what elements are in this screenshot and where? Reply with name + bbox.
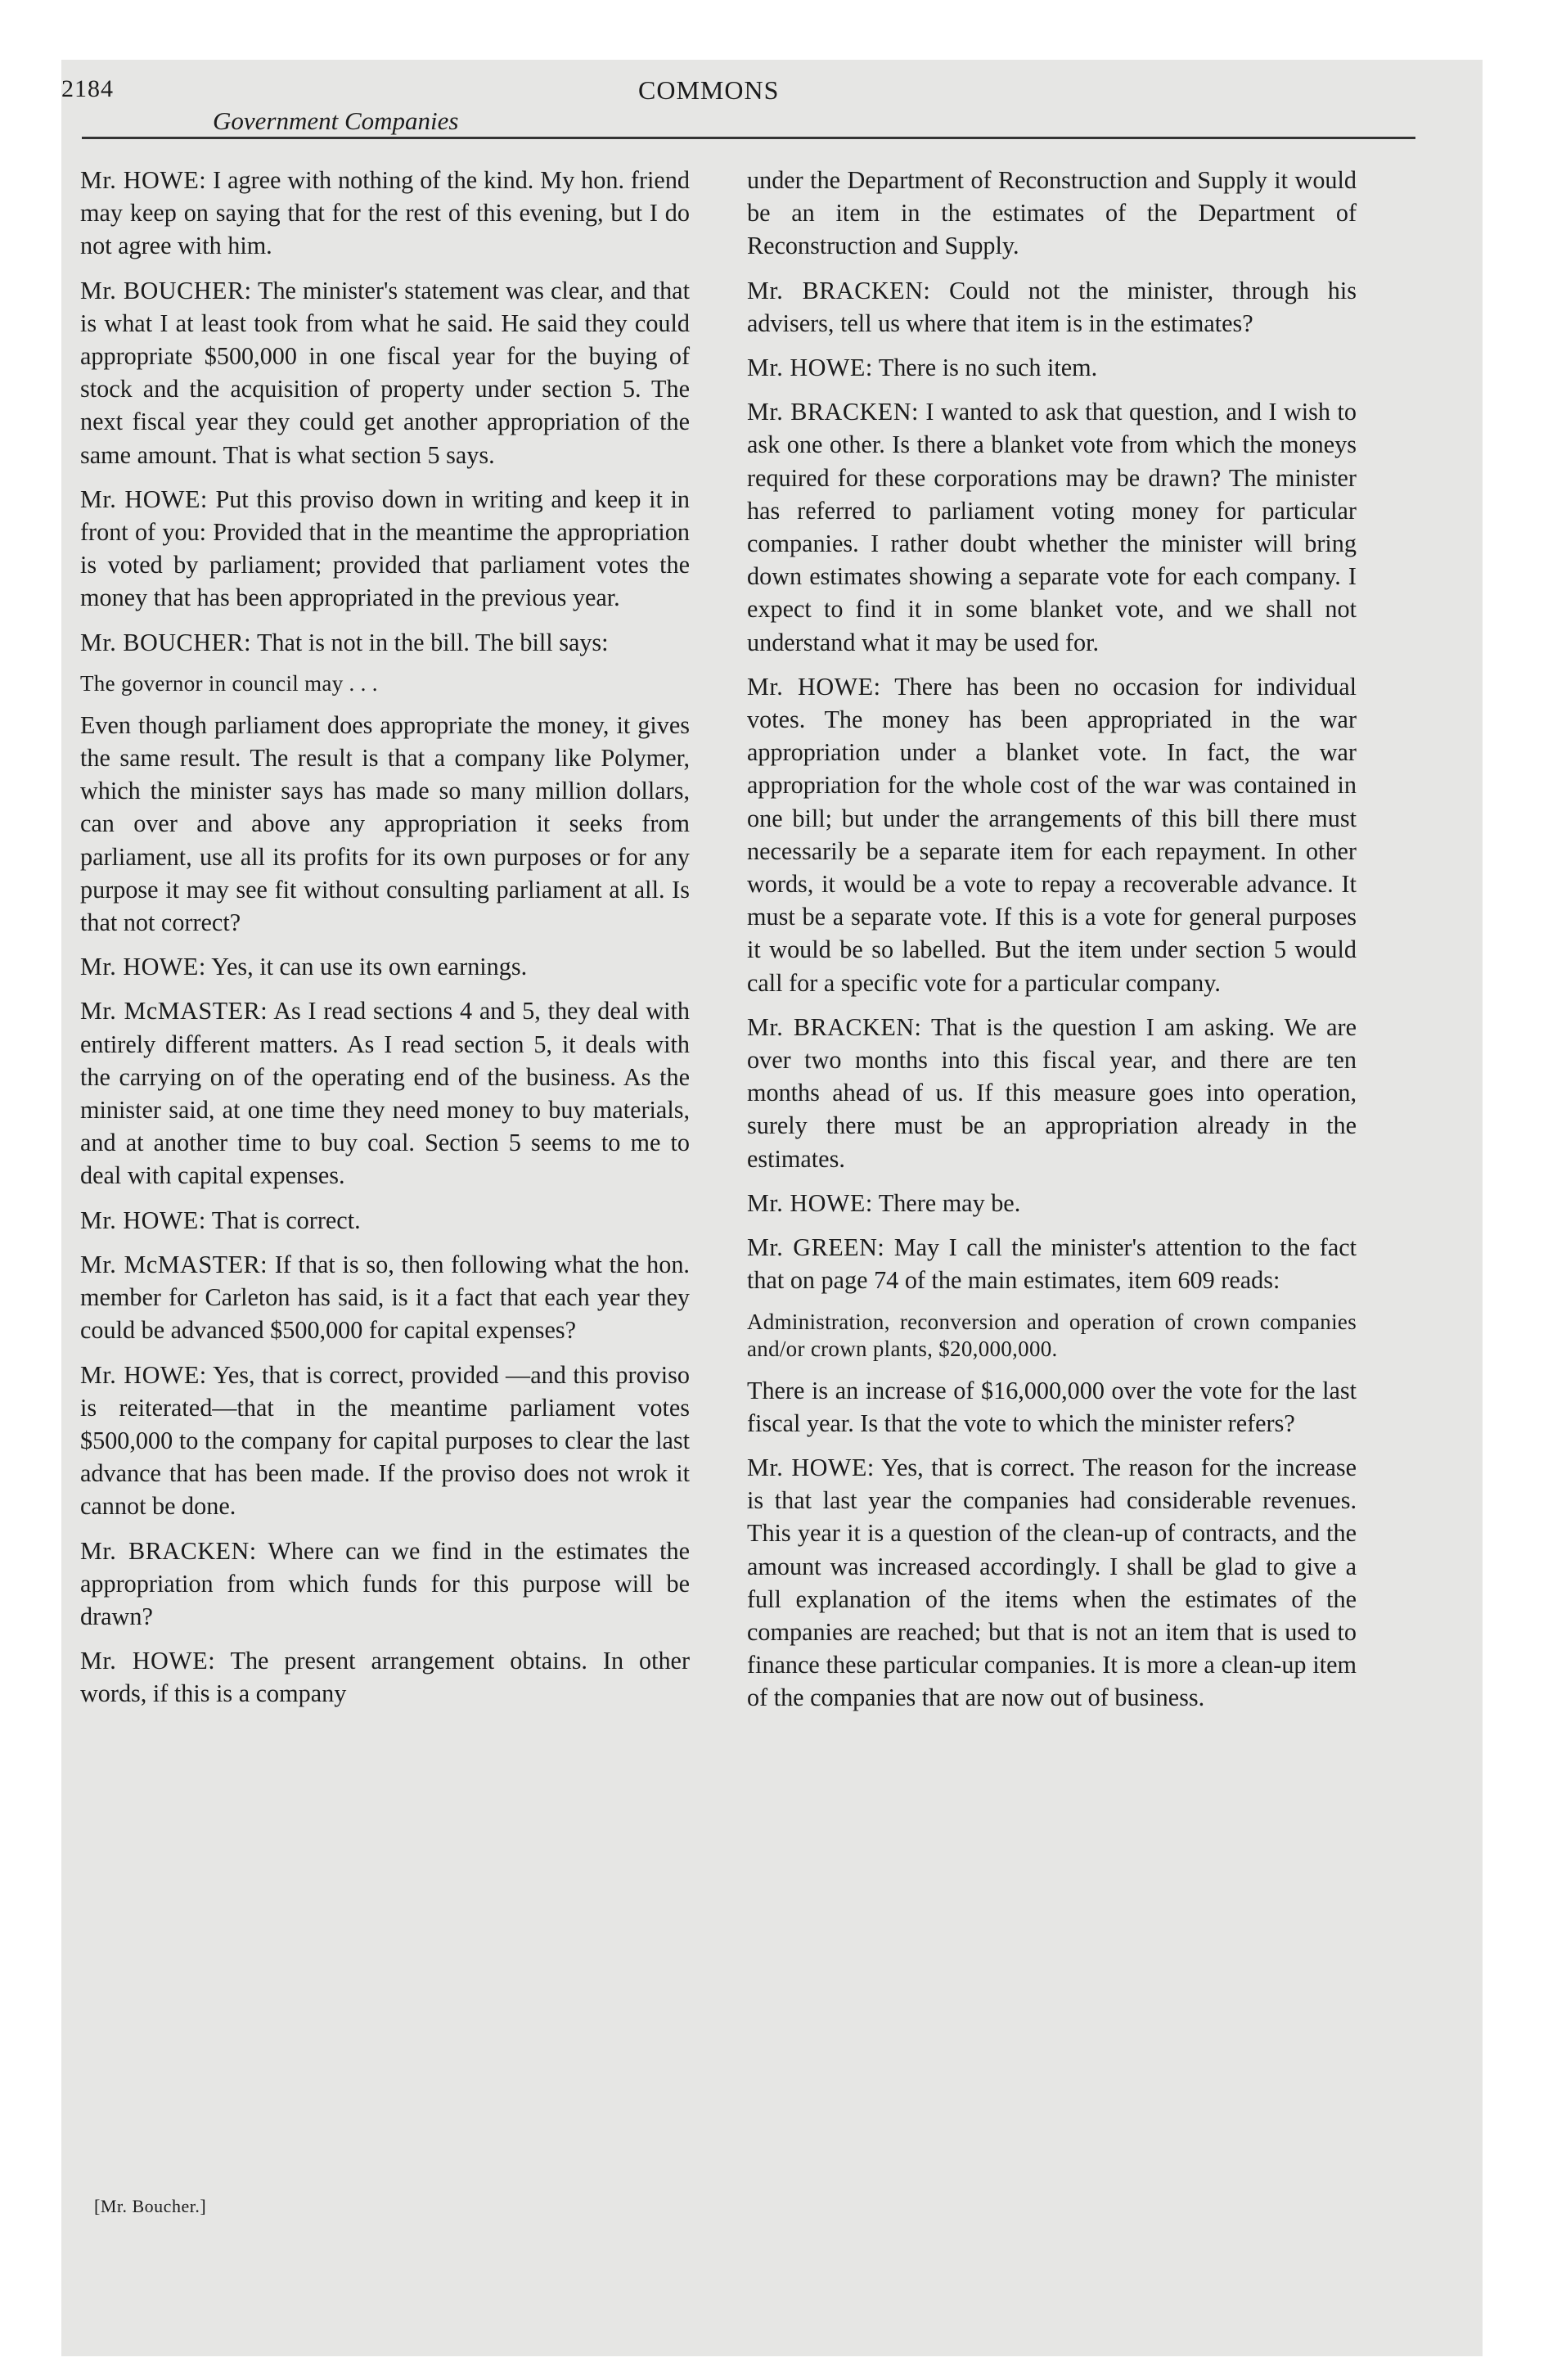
speaker-name: Mr. HOWE: bbox=[80, 1206, 206, 1234]
paragraph-text: There is an increase of $16,000,000 over the vote for the last fiscal year. Is that the vote to which the minister refers? bbox=[747, 1376, 1357, 1437]
footer-speaker-tag: [Mr. Boucher.] bbox=[94, 2196, 207, 2216]
speech-paragraph bbox=[80, 994, 690, 1192]
paragraph-text: Put this proviso down in writing and keep it in front of you: Provided that in the meantime the appropriation is voted by parliament; provided that parliament votes the money that has been appropriated in the previous year. bbox=[80, 485, 690, 612]
section-subtitle: Government Companies bbox=[213, 106, 459, 135]
speaker-name: Mr. BOUCHER: bbox=[80, 628, 251, 656]
paragraph-text: That is not in the bill. The bill says: bbox=[256, 628, 609, 656]
speech-paragraph bbox=[747, 1231, 1357, 1296]
paragraph-text: I agree with nothing of the kind. My hon. friend may keep on saying that for the rest of this evening, but I do not agree with him. bbox=[80, 166, 691, 260]
quoted-text bbox=[747, 1309, 1357, 1363]
quoted-text bbox=[80, 670, 690, 697]
paragraph-text: Yes, that is correct. The reason for the increase is that last year the companies had considerable revenues. This year it is a question of the clean-up of contracts, and the amount was increased accordingly. I shall be glad to give a full explanation of the items when the estimates of the companies are reached; but that is not an item that is used to finance these particular companies. It is more a clean-up item of the companies that are now out of business. bbox=[747, 1453, 1357, 1712]
right-column bbox=[747, 164, 1357, 1726]
speech-paragraph bbox=[80, 1248, 690, 1347]
speech-paragraph bbox=[80, 164, 690, 263]
speech-paragraph bbox=[747, 274, 1357, 340]
paragraph-text: Yes, it can use its own earnings. bbox=[211, 953, 528, 981]
paragraph-text: There has been no occasion for individual votes. The money has been appropriated in the war appropriation under a blanket vote. In fact, the war appropriation for the whole cost of the war was contained in one bill; but under the arrangements of this bill there must necessarily be a separate item for each repayment. In other words, it would be a vote to repay a recoverable advance. It must be a separate vote. If this is a vote for general purposes it would be so labelled. But the item under section 5 would call for a specific vote for a particular company. bbox=[747, 672, 1357, 997]
speaker-name: Mr. HOWE: bbox=[747, 1453, 875, 1481]
speech-paragraph bbox=[80, 483, 690, 615]
speaker-name: Mr. HOWE: bbox=[747, 1188, 873, 1217]
speaker-name: Mr. BRACKEN: bbox=[747, 398, 919, 426]
speaker-name: Mr. HOWE: bbox=[80, 166, 207, 194]
paragraph-text: That is the question I am asking. We are over two months into this fiscal year, and there are ten months ahead of us. If this measure goes into operation, surely there must be an appropriation already in the estimates. bbox=[747, 1012, 1357, 1173]
speaker-name: Mr. BRACKEN: bbox=[80, 1536, 257, 1565]
speech-paragraph bbox=[80, 950, 690, 983]
speaker-name: Mr. HOWE: bbox=[747, 672, 881, 701]
speech-paragraph bbox=[747, 1187, 1357, 1219]
speaker-name: Mr. BRACKEN: bbox=[747, 276, 931, 304]
quote-text: The governor in council may . . . bbox=[80, 670, 378, 696]
speaker-name: Mr. McMASTER: bbox=[80, 997, 268, 1025]
quote-text: Administration, reconversion and operation of crown companies and/or crown plants, $20,000,000. bbox=[747, 1309, 1357, 1361]
speaker-name: Mr. McMASTER: bbox=[80, 1250, 268, 1278]
paragraph-text: Could not the minister, through his advisers, tell us where that item is in the estimates? bbox=[747, 276, 1357, 337]
speaker-name: Mr. HOWE: bbox=[80, 485, 208, 513]
paragraph-text: The present arrangement obtains. In other words, if this is a company bbox=[80, 1647, 690, 1708]
speech-paragraph bbox=[747, 670, 1357, 999]
speaker-name: Mr. BOUCHER: bbox=[80, 276, 252, 304]
paragraph bbox=[80, 709, 690, 939]
left-column bbox=[80, 164, 690, 1722]
paragraph-text: That is correct. bbox=[211, 1206, 361, 1234]
paragraph-text: under the Department of Reconstruction and Supply it would be an item in the estimates of the Department of Reconstruction and Supply. bbox=[747, 166, 1357, 260]
speech-paragraph bbox=[747, 351, 1357, 384]
paragraph-text: There is no such item. bbox=[878, 354, 1098, 382]
paragraph-text: As I read sections 4 and 5, they deal with entirely different matters. As I read section 5, it deals with the carrying on of the operating end of the business. As the minister said, at one time they need money to buy materials, and at another time to buy coal. Section 5 seems to me to deal with capital expenses. bbox=[80, 997, 690, 1190]
speaker-name: Mr. HOWE: bbox=[80, 1647, 216, 1675]
speech-paragraph bbox=[80, 1359, 690, 1523]
paragraph-text: The minister's statement was clear, and that is what I at least took from what he said. He said they could appropriate $500,000 in one fiscal year for the buying of stock and the acquisition of property under section 5. The next fiscal year they could get another appropriation of the same amount. That is what section 5 says. bbox=[80, 276, 690, 469]
speaker-name: Mr. BRACKEN: bbox=[747, 1012, 922, 1041]
paragraph-text: I wanted to ask that question, and I wish to ask one other. Is there a blanket vote from which the moneys required for these corporations may be drawn? The minister has referred to parliament voting money for particular companies. I rather doubt whether the minister will bring down estimates showing a separate vote for each company. I expect to find it in some blanket vote, and we shall not understand what it may be used for. bbox=[747, 398, 1357, 656]
speech-paragraph bbox=[80, 1644, 690, 1710]
speech-paragraph bbox=[747, 395, 1357, 659]
page-number: 2184 bbox=[61, 75, 114, 102]
running-head: COMMONS bbox=[638, 75, 780, 105]
paragraph-text: Even though parliament does appropriate the money, it gives the same result. The result is that a company like Polymer, which the minister says has made so many million dollars, can over and above any appropriation it seeks from parliament, use all its profits for its own purposes or for any purpose it may see fit without consulting parliament at all. Is that not correct? bbox=[80, 710, 690, 937]
speaker-name: Mr. HOWE: bbox=[80, 1360, 207, 1389]
paragraph bbox=[747, 1374, 1357, 1440]
speech-paragraph bbox=[80, 274, 690, 471]
speech-paragraph bbox=[80, 1535, 690, 1634]
speech-paragraph bbox=[80, 626, 690, 659]
paragraph-text: Yes, that is correct, provided —and this proviso is reiterated—that in the meantime parliament votes $500,000 to the company for capital purposes to clear the last advance that has been made. If the proviso does not wrok it cannot be done. bbox=[80, 1360, 690, 1521]
speaker-name: Mr. HOWE: bbox=[747, 354, 873, 382]
paragraph bbox=[747, 164, 1357, 263]
speech-paragraph bbox=[80, 1204, 690, 1237]
paragraph-text: If that is so, then following what the hon. member for Carleton has said, is it a fact that each year they could be advanced $500,000 for capital expenses? bbox=[80, 1250, 690, 1345]
speaker-name: Mr. HOWE: bbox=[80, 953, 206, 981]
paragraph-text: Where can we find in the estimates the appropriation from which funds for this purpose will be drawn? bbox=[80, 1536, 690, 1630]
paragraph-text: May I call the minister's attention to the fact that on page 74 of the main estimates, item 609 reads: bbox=[747, 1233, 1357, 1295]
speech-paragraph bbox=[747, 1451, 1357, 1715]
header-rule bbox=[82, 137, 1415, 139]
speech-paragraph bbox=[747, 1011, 1357, 1175]
paragraph-text: There may be. bbox=[878, 1188, 1021, 1217]
speaker-name: Mr. GREEN: bbox=[747, 1233, 885, 1262]
